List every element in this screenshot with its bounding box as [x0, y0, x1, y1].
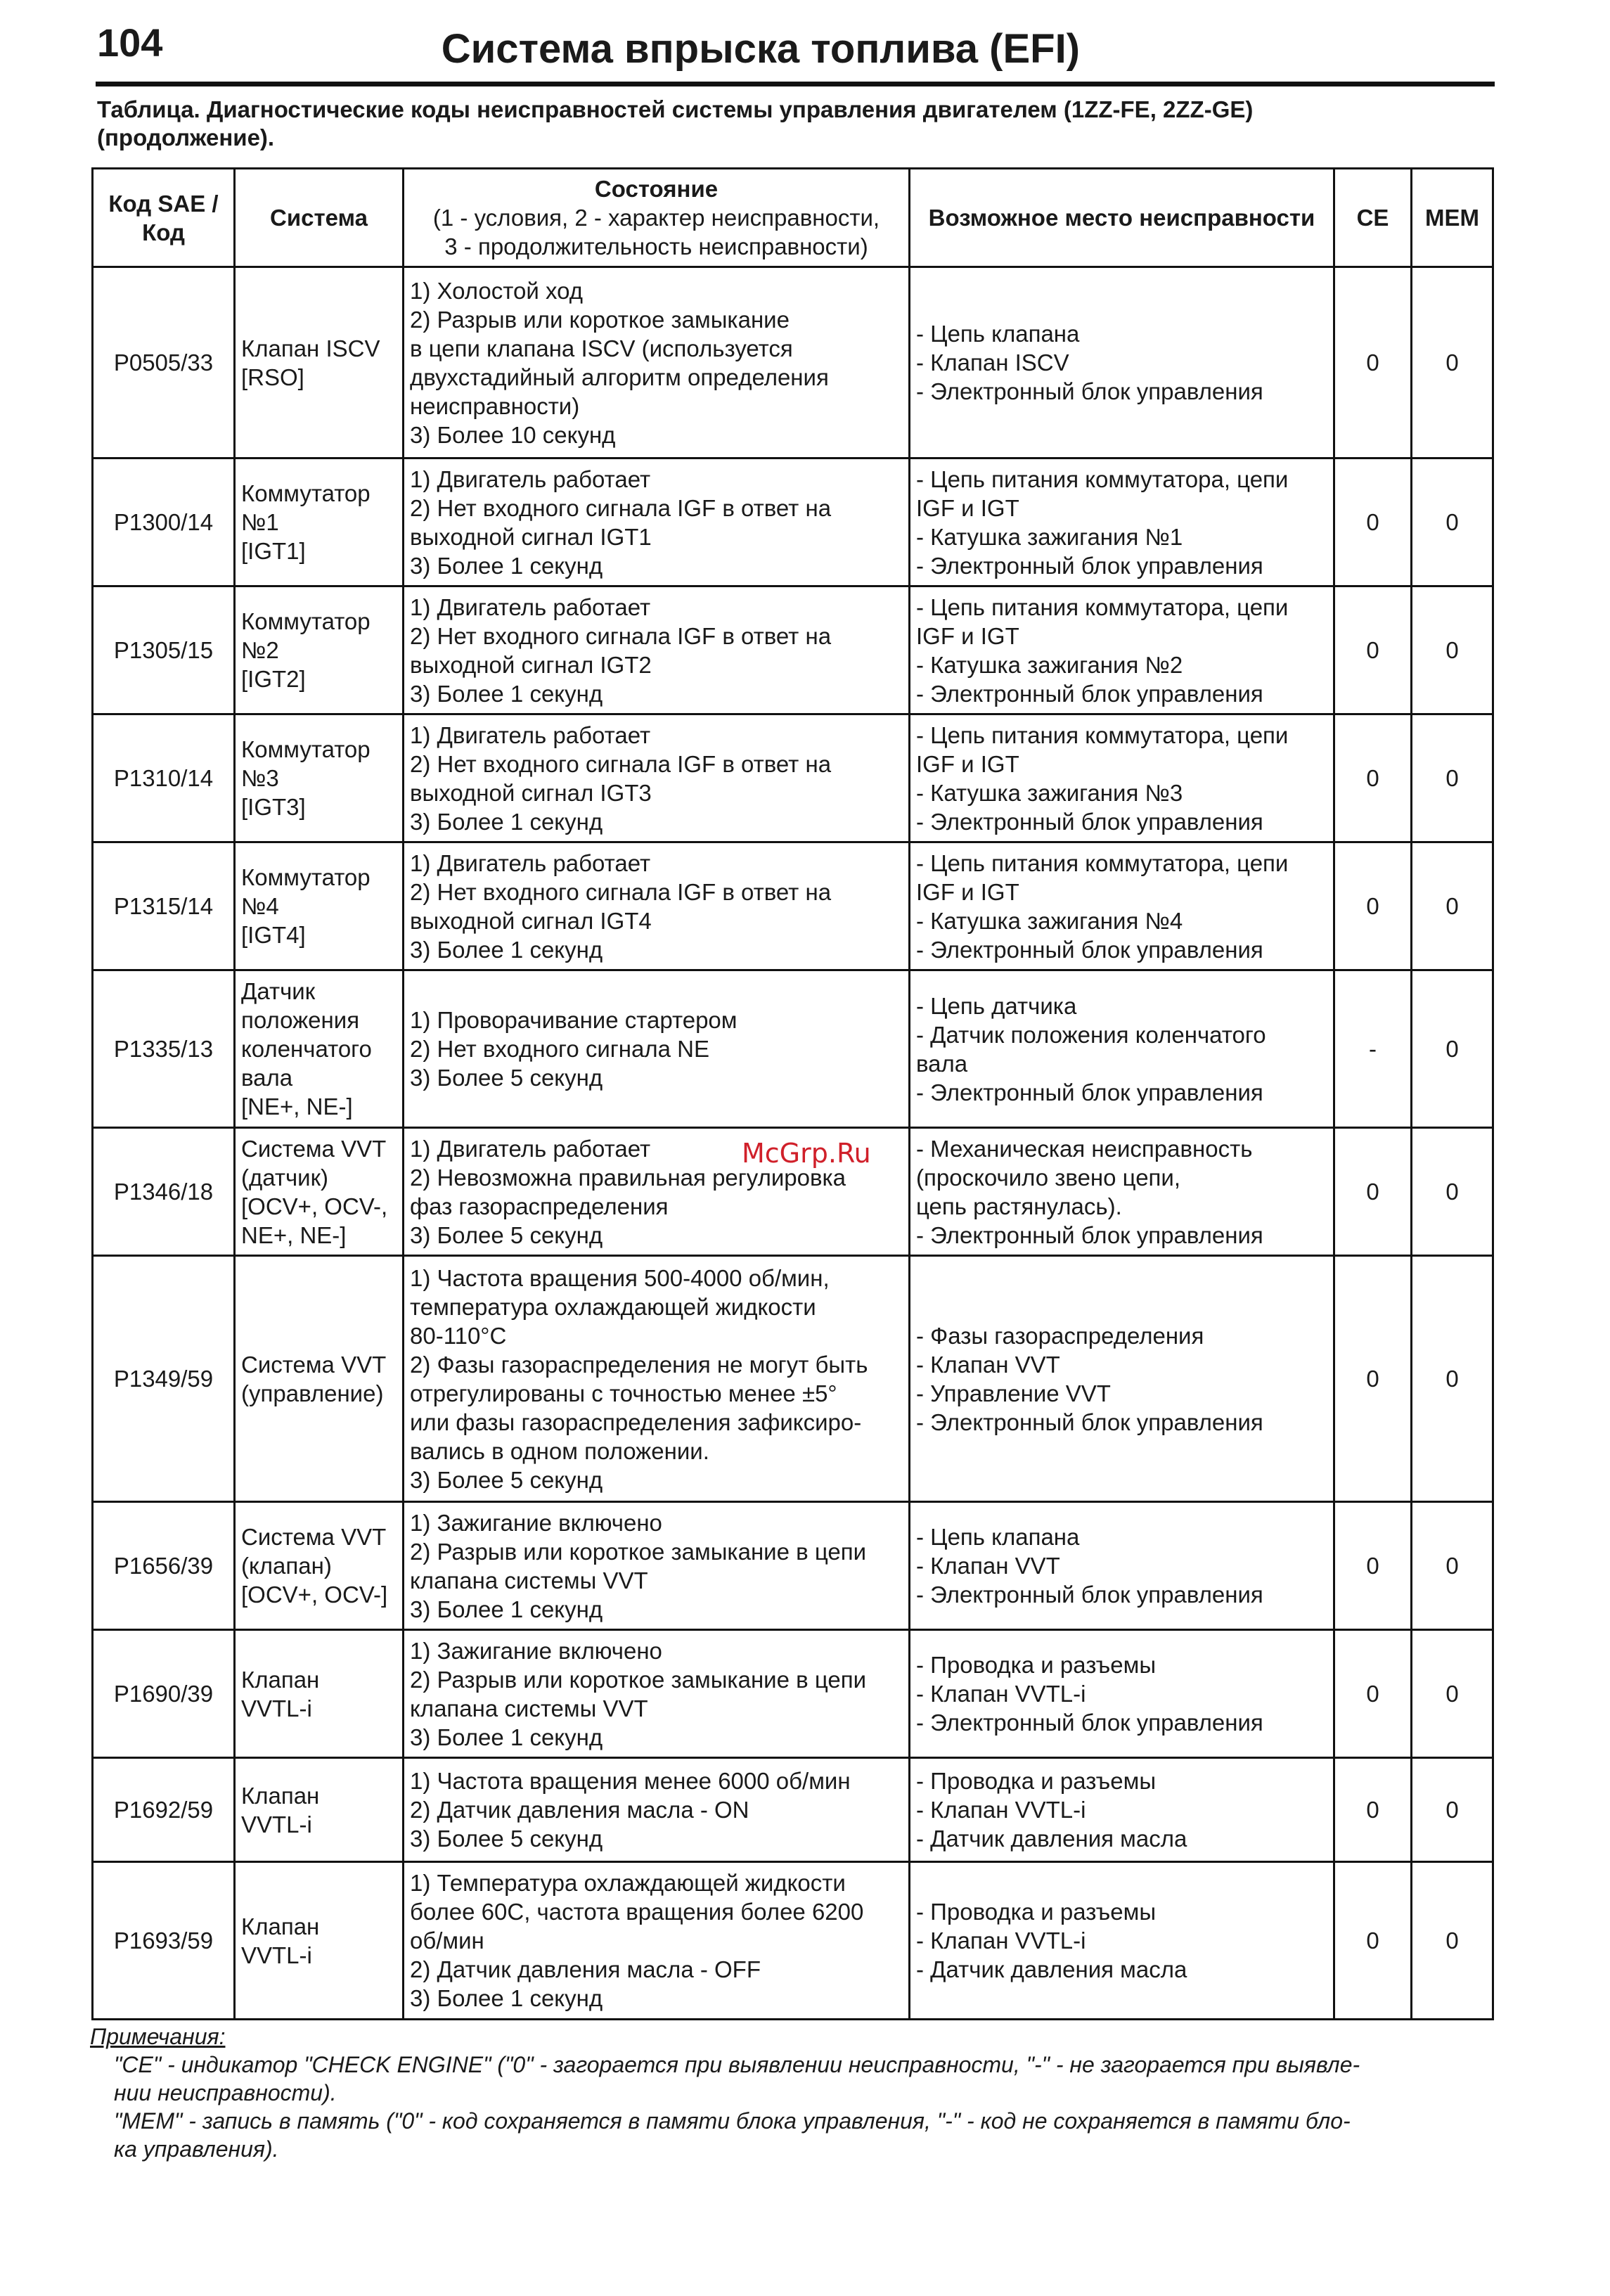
- caption-line-2: (продолжение).: [97, 124, 275, 150]
- condition-line: вались в одном положении.: [410, 1437, 709, 1464]
- table-row: [93, 1256, 1493, 1502]
- location-line: вала: [916, 1050, 968, 1077]
- system-line: Система VVT: [241, 1351, 387, 1378]
- cell-system: [235, 1862, 404, 2020]
- header-mem: MEM: [1412, 169, 1493, 267]
- cell-system: [235, 586, 404, 714]
- cell-ce: 0: [1334, 842, 1412, 970]
- cell-ce: 0: [1334, 458, 1412, 586]
- condition-line: 1) Зажигание включено: [410, 1509, 662, 1536]
- cell-system: [235, 1502, 404, 1630]
- condition-line: выходной сигнал IGT2: [410, 651, 652, 678]
- condition-line: двухстадийный алгоритм определения: [410, 364, 829, 390]
- condition-line: более 60C, частота вращения более 6200: [410, 1899, 864, 1925]
- system-line: Датчик: [241, 978, 316, 1004]
- cell-system: [235, 714, 404, 842]
- cell-mem: 0: [1412, 842, 1493, 970]
- cell-condition: [404, 1862, 910, 2020]
- location-line: - Проводка и разъемы: [916, 1652, 1157, 1678]
- cell-system: [235, 970, 404, 1128]
- condition-line: температура охлаждающей жидкости: [410, 1293, 816, 1320]
- condition-line: 80-110°C: [410, 1322, 507, 1349]
- table-row: [93, 1758, 1493, 1862]
- condition-line: или фазы газораспределения зафиксиро-: [410, 1409, 862, 1435]
- cell-location: [910, 842, 1334, 970]
- cell-location: [910, 714, 1334, 842]
- location-line: - Фазы газораспределения: [916, 1322, 1204, 1349]
- condition-line: выходной сигнал IGT1: [410, 523, 652, 550]
- table-row: [93, 1630, 1493, 1758]
- system-line: [NE+, NE-]: [241, 1094, 353, 1120]
- system-line: [RSO]: [241, 364, 304, 390]
- condition-line: 3) Более 5 секунд: [410, 1466, 603, 1493]
- cell-mem: 0: [1412, 458, 1493, 586]
- system-line: вала: [241, 1065, 293, 1091]
- header-system: Система: [235, 169, 404, 267]
- condition-line: клапана системы VVT: [410, 1695, 648, 1721]
- cell-ce: 0: [1334, 714, 1412, 842]
- system-line: NE+, NE-]: [241, 1221, 347, 1248]
- cell-mem: 0: [1412, 1862, 1493, 2020]
- cell-system: [235, 842, 404, 970]
- condition-line: 3) Более 1 секунд: [410, 1596, 603, 1622]
- location-line: - Катушка зажигания №3: [916, 779, 1183, 806]
- cell-condition: [404, 1502, 910, 1630]
- system-line: [IGT3]: [241, 794, 306, 820]
- cell-code: P1315/14: [93, 842, 235, 970]
- system-line: Коммутатор: [241, 736, 371, 762]
- system-line: Клапан: [241, 1666, 320, 1693]
- location-line: - Проводка и разъемы: [916, 1899, 1157, 1925]
- condition-line: 3) Более 10 секунд: [410, 421, 616, 448]
- cell-condition: [404, 970, 910, 1128]
- cell-ce: 0: [1334, 1758, 1412, 1862]
- cell-system: [235, 267, 404, 458]
- location-line: - Цепь питания коммутатора, цепи: [916, 594, 1289, 620]
- notes-title: Примечания:: [90, 2024, 226, 2049]
- condition-line: 2) Датчик давления масла - ON: [410, 1797, 749, 1823]
- location-line: - Датчик положения коленчатого: [916, 1021, 1266, 1048]
- cell-code: P1656/39: [93, 1502, 235, 1630]
- cell-mem: 0: [1412, 586, 1493, 714]
- chapter-title: Система впрыска топлива (EFI): [441, 26, 1080, 72]
- system-line: Коммутатор: [241, 864, 371, 890]
- condition-line: в цепи клапана ISCV (используется: [410, 335, 793, 361]
- notes-line-4: ка управления).: [114, 2136, 279, 2162]
- cell-code: P1693/59: [93, 1862, 235, 2020]
- system-line: [OCV+, OCV-]: [241, 1582, 388, 1608]
- table-row: [93, 586, 1493, 714]
- condition-line: фаз газораспределения: [410, 1193, 669, 1219]
- cell-code: P1349/59: [93, 1256, 235, 1502]
- condition-line: выходной сигнал IGT4: [410, 907, 652, 934]
- condition-line: 3) Более 1 секунд: [410, 808, 603, 835]
- condition-line: 1) Холостой ход: [410, 277, 583, 304]
- page-number: 104: [97, 20, 163, 65]
- condition-line: 1) Частота вращения менее 6000 об/мин: [410, 1768, 851, 1794]
- location-line: - Катушка зажигания №2: [916, 651, 1183, 678]
- cell-code: P1692/59: [93, 1758, 235, 1862]
- cell-code: P1300/14: [93, 458, 235, 586]
- location-line: IGF и IGT: [916, 622, 1019, 649]
- location-line: - Клапан VVTL-i: [916, 1681, 1086, 1707]
- system-line: [OCV+, OCV-,: [241, 1193, 388, 1219]
- cell-ce: -: [1334, 970, 1412, 1128]
- condition-line: 2) Нет входного сигнала NE: [410, 1036, 710, 1062]
- cell-condition: [404, 1630, 910, 1758]
- cell-system: [235, 1128, 404, 1256]
- cell-location: [910, 1256, 1334, 1502]
- header-code-line1: Код SAE /: [108, 190, 219, 217]
- watermark: McGrp.Ru: [742, 1138, 871, 1169]
- cell-mem: 0: [1412, 267, 1493, 458]
- cell-code: P1690/39: [93, 1630, 235, 1758]
- cell-mem: 0: [1412, 970, 1493, 1128]
- condition-line: 1) Двигатель работает: [410, 466, 651, 492]
- condition-line: 2) Разрыв или короткое замыкание в цепи: [410, 1538, 867, 1565]
- cell-code: P1335/13: [93, 970, 235, 1128]
- condition-line: 3) Более 1 секунд: [410, 1724, 603, 1750]
- condition-line: 2) Нет входного сигнала IGF в ответ на: [410, 622, 832, 649]
- condition-line: 3) Более 1 секунд: [410, 680, 603, 707]
- cell-ce: 0: [1334, 1128, 1412, 1256]
- caption-line-1: Таблица. Диагностические коды неисправностей системы управления двигателем (1ZZ-FE, 2ZZ-GE): [97, 96, 1254, 122]
- cell-condition: [404, 1256, 910, 1502]
- location-line: - Электронный блок управления: [916, 1582, 1263, 1608]
- system-line: VVTL-i: [241, 1695, 312, 1721]
- condition-line: 2) Фазы газораспределения не могут быть: [410, 1351, 868, 1378]
- cell-ce: 0: [1334, 1862, 1412, 2020]
- system-line: (управление): [241, 1380, 384, 1406]
- table-row: [93, 458, 1493, 586]
- header-condition: [404, 169, 910, 267]
- system-line: №2: [241, 637, 279, 663]
- condition-line: 1) Двигатель работает: [410, 1135, 651, 1162]
- location-line: - Цепь клапана: [916, 321, 1080, 347]
- table-row: [93, 714, 1493, 842]
- location-line: - Катушка зажигания №1: [916, 523, 1183, 550]
- cell-code: P1346/18: [93, 1128, 235, 1256]
- page-header: [96, 20, 1495, 86]
- condition-line: отрегулированы с точностью менее ±5°: [410, 1380, 837, 1406]
- condition-line: 2) Нет входного сигнала IGF в ответ на: [410, 878, 832, 905]
- cell-mem: 0: [1412, 1128, 1493, 1256]
- cell-condition: [404, 842, 910, 970]
- location-line: - Цепь питания коммутатора, цепи: [916, 466, 1289, 492]
- table-row: [93, 267, 1493, 458]
- table-row: [93, 970, 1493, 1128]
- system-line: №3: [241, 765, 279, 791]
- condition-line: неисправности): [410, 392, 580, 419]
- system-line: Клапан ISCV: [241, 335, 380, 361]
- system-line: Система VVT: [241, 1524, 387, 1550]
- location-line: - Электронный блок управления: [916, 1079, 1263, 1105]
- location-line: - Электронный блок управления: [916, 378, 1263, 404]
- dtc-table: [91, 167, 1494, 2020]
- location-line: - Датчик давления масла: [916, 1826, 1187, 1852]
- location-line: - Катушка зажигания №4: [916, 907, 1183, 934]
- cell-code: P0505/33: [93, 267, 235, 458]
- header-location: Возможное место неисправности: [910, 169, 1334, 267]
- system-line: №4: [241, 893, 279, 919]
- cell-location: [910, 1758, 1334, 1862]
- table-row: [93, 1862, 1493, 2020]
- system-line: (датчик): [241, 1164, 329, 1191]
- condition-line: 3) Более 5 секунд: [410, 1826, 603, 1852]
- system-line: [IGT4]: [241, 922, 306, 948]
- condition-line: 1) Двигатель работает: [410, 594, 651, 620]
- header-condition-line1: (1 - условия, 2 - характер неисправности,: [432, 205, 880, 231]
- cell-system: [235, 1630, 404, 1758]
- location-line: - Электронный блок управления: [916, 1221, 1263, 1248]
- location-line: - Клапан VVT: [916, 1351, 1060, 1378]
- cell-system: [235, 458, 404, 586]
- location-line: (проскочило звено цепи,: [916, 1164, 1181, 1191]
- cell-location: [910, 586, 1334, 714]
- cell-mem: 0: [1412, 1758, 1493, 1862]
- cell-location: [910, 267, 1334, 458]
- location-line: - Электронный блок управления: [916, 1409, 1263, 1435]
- cell-system: [235, 1758, 404, 1862]
- cell-mem: 0: [1412, 1256, 1493, 1502]
- location-line: - Датчик давления масла: [916, 1956, 1187, 1982]
- header-code: [93, 169, 235, 267]
- system-line: Клапан: [241, 1913, 320, 1939]
- condition-line: 2) Невозможна правильная регулировка: [410, 1164, 846, 1191]
- condition-line: 1) Проворачивание стартером: [410, 1007, 738, 1033]
- condition-line: 2) Нет входного сигнала IGF в ответ на: [410, 494, 832, 521]
- condition-line: 2) Датчик давления масла - OFF: [410, 1956, 761, 1982]
- location-line: IGF и IGT: [916, 878, 1019, 905]
- cell-condition: [404, 267, 910, 458]
- cell-location: [910, 1862, 1334, 2020]
- condition-line: клапана системы VVT: [410, 1567, 648, 1593]
- system-line: Коммутатор: [241, 608, 371, 634]
- notes: [90, 2022, 1496, 2163]
- system-line: №1: [241, 509, 279, 535]
- location-line: IGF и IGT: [916, 750, 1019, 777]
- cell-ce: 0: [1334, 1630, 1412, 1758]
- cell-condition: [404, 586, 910, 714]
- notes-line-2: нии неисправности).: [114, 2080, 337, 2105]
- location-line: - Цепь питания коммутатора, цепи: [916, 849, 1289, 876]
- header-code-line2: Код: [142, 219, 185, 245]
- cell-code: P1305/15: [93, 586, 235, 714]
- system-line: [IGT1]: [241, 538, 306, 564]
- condition-line: выходной сигнал IGT3: [410, 779, 652, 806]
- location-line: - Цепь датчика: [916, 992, 1077, 1019]
- cell-code: P1310/14: [93, 714, 235, 842]
- condition-line: об/мин: [410, 1928, 484, 1954]
- header-condition-title: Состояние: [594, 176, 719, 202]
- cell-ce: 0: [1334, 586, 1412, 714]
- cell-mem: 0: [1412, 714, 1493, 842]
- cell-condition: [404, 1758, 910, 1862]
- condition-line: 3) Более 1 секунд: [410, 552, 603, 579]
- system-line: (клапан): [241, 1553, 332, 1579]
- condition-line: 3) Более 5 секунд: [410, 1065, 603, 1091]
- cell-condition: [404, 458, 910, 586]
- cell-mem: 0: [1412, 1630, 1493, 1758]
- location-line: цепь растянулась).: [916, 1193, 1122, 1219]
- system-line: [IGT2]: [241, 666, 306, 692]
- cell-location: [910, 970, 1334, 1128]
- system-line: коленчатого: [241, 1036, 372, 1062]
- condition-line: 1) Температура охлаждающей жидкости: [410, 1870, 846, 1896]
- location-line: - Электронный блок управления: [916, 552, 1263, 579]
- location-line: - Клапан VVTL-i: [916, 1797, 1086, 1823]
- notes-line-3: "MEM" - запись в память ("0" - код сохраняется в памяти блока управления, "-" - код не сохраняется в памяти бло-: [114, 2108, 1351, 2134]
- location-line: - Электронный блок управления: [916, 680, 1263, 707]
- system-line: VVTL-i: [241, 1942, 312, 1968]
- cell-location: [910, 1502, 1334, 1630]
- location-line: - Клапан VVTL-i: [916, 1928, 1086, 1954]
- condition-line: 2) Нет входного сигнала IGF в ответ на: [410, 750, 832, 777]
- condition-line: 1) Частота вращения 500-4000 об/мин,: [410, 1264, 830, 1291]
- cell-location: [910, 1128, 1334, 1256]
- system-line: положения: [241, 1007, 360, 1033]
- system-line: Клапан: [241, 1782, 320, 1809]
- location-line: - Клапан VVT: [916, 1553, 1060, 1579]
- cell-ce: 0: [1334, 267, 1412, 458]
- cell-location: [910, 458, 1334, 586]
- cell-condition: [404, 714, 910, 842]
- system-line: Система VVT: [241, 1135, 387, 1162]
- notes-line-1: "CE" - индикатор "CHECK ENGINE" ("0" - загорается при выявлении неисправности, "-" - не загорается при выявле-: [114, 2052, 1360, 2077]
- location-line: IGF и IGT: [916, 494, 1019, 521]
- header-condition-line2: 3 - продолжительность неисправности): [444, 233, 868, 259]
- system-line: Коммутатор: [241, 480, 371, 506]
- condition-line: 1) Зажигание включено: [410, 1637, 662, 1664]
- condition-line: 3) Более 1 секунд: [410, 936, 603, 963]
- condition-line: 2) Разрыв или короткое замыкание в цепи: [410, 1666, 867, 1693]
- cell-system: [235, 1256, 404, 1502]
- condition-line: 3) Более 1 секунд: [410, 1985, 603, 2011]
- table-header-row: [93, 169, 1493, 267]
- location-line: - Управление VVT: [916, 1380, 1111, 1406]
- header-ce: CE: [1334, 169, 1412, 267]
- cell-ce: 0: [1334, 1256, 1412, 1502]
- cell-location: [910, 1630, 1334, 1758]
- condition-line: 1) Двигатель работает: [410, 721, 651, 748]
- condition-line: 1) Двигатель работает: [410, 849, 651, 876]
- location-line: - Электронный блок управления: [916, 1710, 1263, 1736]
- location-line: - Цепь клапана: [916, 1524, 1080, 1550]
- location-line: - Цепь питания коммутатора, цепи: [916, 721, 1289, 748]
- system-line: VVTL-i: [241, 1811, 312, 1838]
- location-line: - Клапан ISCV: [916, 349, 1069, 376]
- condition-line: 3) Более 5 секунд: [410, 1221, 603, 1248]
- table-row: [93, 1502, 1493, 1630]
- location-line: - Электронный блок управления: [916, 808, 1263, 835]
- cell-mem: 0: [1412, 1502, 1493, 1630]
- cell-ce: 0: [1334, 1502, 1412, 1630]
- table-row: [93, 842, 1493, 970]
- location-line: - Проводка и разъемы: [916, 1768, 1157, 1794]
- location-line: - Механическая неисправность: [916, 1135, 1253, 1162]
- location-line: - Электронный блок управления: [916, 936, 1263, 963]
- table-caption: [97, 96, 1496, 152]
- condition-line: 2) Разрыв или короткое замыкание: [410, 306, 790, 333]
